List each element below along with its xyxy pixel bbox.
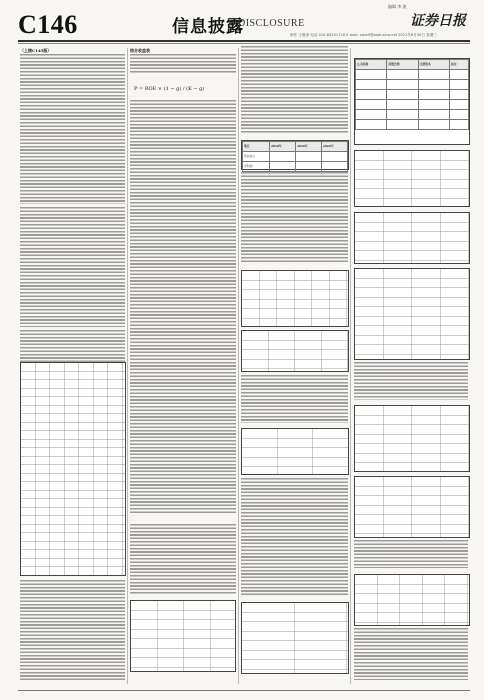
- table-grid: [355, 575, 469, 625]
- table-cell: [296, 152, 322, 162]
- table-cell: [387, 100, 418, 110]
- table-grid: [355, 406, 469, 471]
- table-header-cell: 2019年: [296, 142, 322, 152]
- column-3-bottom: [241, 478, 348, 598]
- body-text-block: [20, 207, 125, 327]
- body-text-block: [130, 54, 236, 74]
- table-row: [356, 80, 469, 90]
- column-3-lower: [241, 375, 348, 425]
- table-grid: [242, 429, 348, 474]
- header-rule: [18, 40, 470, 42]
- data-table: [241, 330, 349, 372]
- holdings-table: [354, 58, 470, 145]
- column-4-text: [354, 362, 468, 402]
- data-table: [241, 428, 349, 475]
- section-title-cn: 信息披露: [172, 17, 244, 37]
- data-table: [354, 212, 470, 264]
- table-grid: [355, 269, 469, 359]
- table-header-cell: 2018年: [270, 142, 296, 152]
- table-cell: [418, 120, 449, 130]
- table-cell: [418, 90, 449, 100]
- data-table: [130, 600, 236, 672]
- table-grid: [355, 213, 469, 263]
- table-cell: [449, 120, 468, 130]
- table-grid: [355, 151, 469, 206]
- body-text-block: [241, 172, 348, 264]
- table-cell: [418, 70, 449, 80]
- table-row: [243, 152, 348, 162]
- data-table: [241, 602, 349, 674]
- table-cell: [387, 120, 418, 130]
- table-cell: [356, 70, 387, 80]
- table-cell: 营业收入: [243, 152, 270, 162]
- footer-rule: [18, 690, 470, 691]
- table-cell: [418, 110, 449, 120]
- table-grid: [242, 271, 348, 326]
- body-text-block: [130, 524, 236, 594]
- table-cell: [356, 100, 387, 110]
- table-cell: [449, 70, 468, 80]
- column-divider: [238, 48, 239, 684]
- page-number: C146: [18, 10, 78, 39]
- column-1-heading: （上接C145版）: [20, 48, 52, 53]
- column-3-mid: [241, 172, 348, 267]
- table-cell: [387, 110, 418, 120]
- table-cell: [418, 100, 449, 110]
- column-2-body: [130, 100, 236, 520]
- data-table: [241, 270, 349, 327]
- table-cell: [449, 80, 468, 90]
- table-grid: [242, 603, 348, 673]
- table-header-cell: 2020年: [322, 142, 348, 152]
- table-row: [356, 90, 469, 100]
- table-grid: [131, 601, 235, 671]
- table-cell: [296, 162, 322, 172]
- table-cell: [356, 110, 387, 120]
- formula: P = ROE × (1 − g) / (K − g): [134, 86, 205, 92]
- table-row: [356, 120, 469, 130]
- body-text-block: [241, 375, 348, 423]
- table-cell: [387, 70, 418, 80]
- table-cell: [356, 90, 387, 100]
- table-cell: [387, 90, 418, 100]
- column-divider: [127, 48, 128, 684]
- table-row: [243, 162, 348, 172]
- table-row: [356, 110, 469, 120]
- table-header-cell: 持股比例: [387, 60, 418, 70]
- data-table: [354, 574, 470, 626]
- body-text-block: [130, 100, 236, 515]
- editor-line: 编辑 李 波: [388, 4, 407, 9]
- table-cell: [270, 162, 296, 172]
- table-grid: [21, 363, 125, 575]
- column-1-bottom: [20, 580, 125, 685]
- table-cell: [322, 152, 348, 162]
- table-grid: [242, 331, 348, 371]
- financial-table: [241, 140, 349, 170]
- data-table: [354, 405, 470, 472]
- data-table: [354, 268, 470, 360]
- table-cell: [356, 120, 387, 130]
- body-text-block: [354, 540, 468, 568]
- table-cell: [356, 80, 387, 90]
- table-cell: [322, 162, 348, 172]
- column-3-top: [241, 46, 348, 136]
- body-text-block: [354, 628, 468, 680]
- table-cell: [449, 100, 468, 110]
- table-cell: 净利润: [243, 162, 270, 172]
- table-cell: [387, 80, 418, 90]
- newspaper-logo: 证券日报: [410, 13, 466, 29]
- data-table: [354, 476, 470, 538]
- column-divider: [350, 48, 351, 684]
- column-2-heading: 综合收益表: [130, 48, 150, 53]
- table-cell: [449, 90, 468, 100]
- table-header-cell: 公司名称: [356, 60, 387, 70]
- table-row: [356, 100, 469, 110]
- body-text-block: [20, 54, 125, 204]
- data-table: [354, 150, 470, 207]
- table-cell: [449, 110, 468, 120]
- column-4-text: [354, 540, 468, 570]
- body-text-block: [241, 46, 348, 134]
- table-header-cell: 项目: [243, 142, 270, 152]
- table-header-cell: 注册资本: [418, 60, 449, 70]
- table-header-cell: 备注: [449, 60, 468, 70]
- table-grid: [355, 477, 469, 537]
- column-2-lower: [130, 524, 236, 596]
- body-text-block: [20, 580, 125, 680]
- column-4-bottom: [354, 628, 468, 683]
- body-text-block: [241, 478, 348, 596]
- data-table: [20, 362, 126, 576]
- table-row: [356, 70, 469, 80]
- body-text-block: [354, 362, 468, 400]
- header-rule-thin: [18, 43, 470, 44]
- table-cell: [418, 80, 449, 90]
- section-title-en: DISCLOSURE: [238, 18, 305, 29]
- table-cell: [270, 152, 296, 162]
- header-meta: 制作 王敬涛 电话 010-83251716 E-mail: zqrb9@zqrb.sina.net 2021年6月30日 星期三: [290, 33, 437, 37]
